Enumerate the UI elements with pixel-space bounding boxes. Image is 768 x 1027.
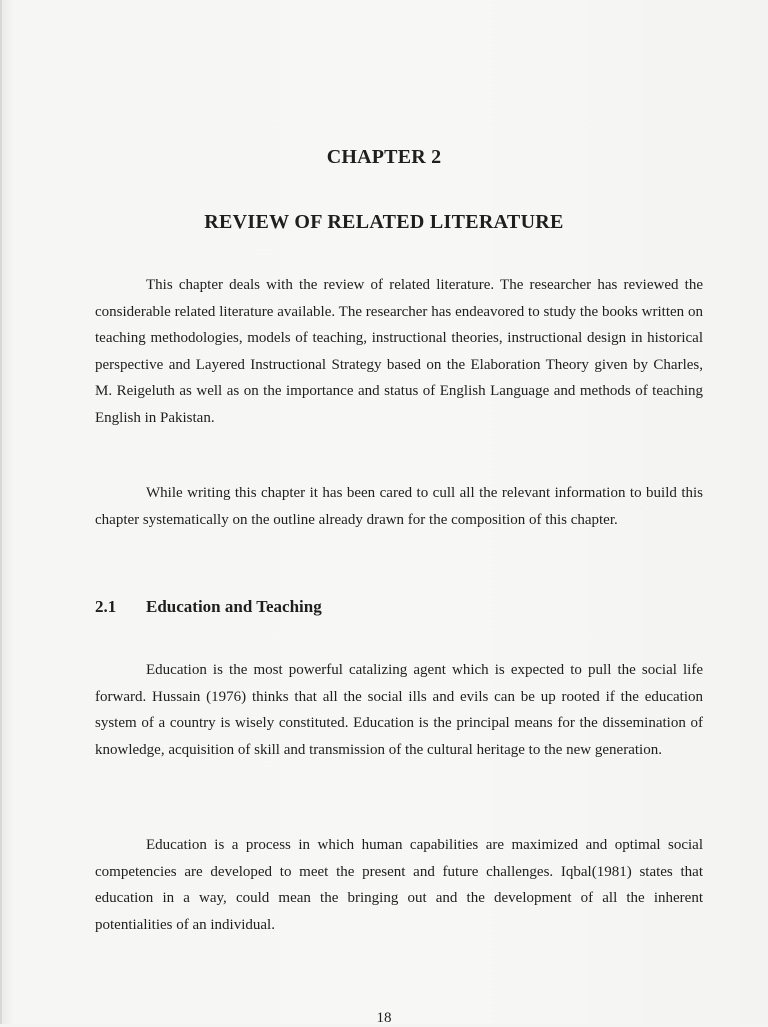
chapter-label: CHAPTER 2 [326,146,442,168]
chapter-title: REVIEW OF RELATED LITERATURE [204,211,564,233]
section-title: Education and Teaching [146,597,322,616]
section-number: 2.1 [95,597,117,616]
education-paragraph-2: Education is a process in which human capabilities are maximized and optimal social competencies are developed to meet the present and future challenges. Iqbal(1981) states that education in a way, could mean the bringing out and the development of all the inherent potentialities of an individual. [95,837,703,933]
page-number: 18 [376,1010,392,1026]
education-paragraph-1: Education is the most powerful catalizing agent which is expected to pull the social life forward. Hussain (1976) thinks that all the social ills and evils can be up rooted if the education system of a country is wisely constituted. Education is the principal means for the dissemination of knowledge, acquisition of skill and transmission of the cultural heritage to the new generation. [95,662,703,758]
method-paragraph: While writing this chapter it has been cared to cull all the relevant information to build this chapter systematically on the outline already drawn for the composition of this chapter. [95,485,703,528]
section-heading [95,597,322,617]
intro-paragraph: This chapter deals with the review of related literature. The researcher has reviewed the considerable related literature available. The researcher has endeavored to study the books written on teaching methodologies, models of teaching, instructional theories, instructional design in historical perspective and Layered Instructional Strategy based on the Elaboration Theory given by Charles, M. Reigeluth as well as on the importance and status of English Language and methods of teaching English in Pakistan. [95,277,703,426]
